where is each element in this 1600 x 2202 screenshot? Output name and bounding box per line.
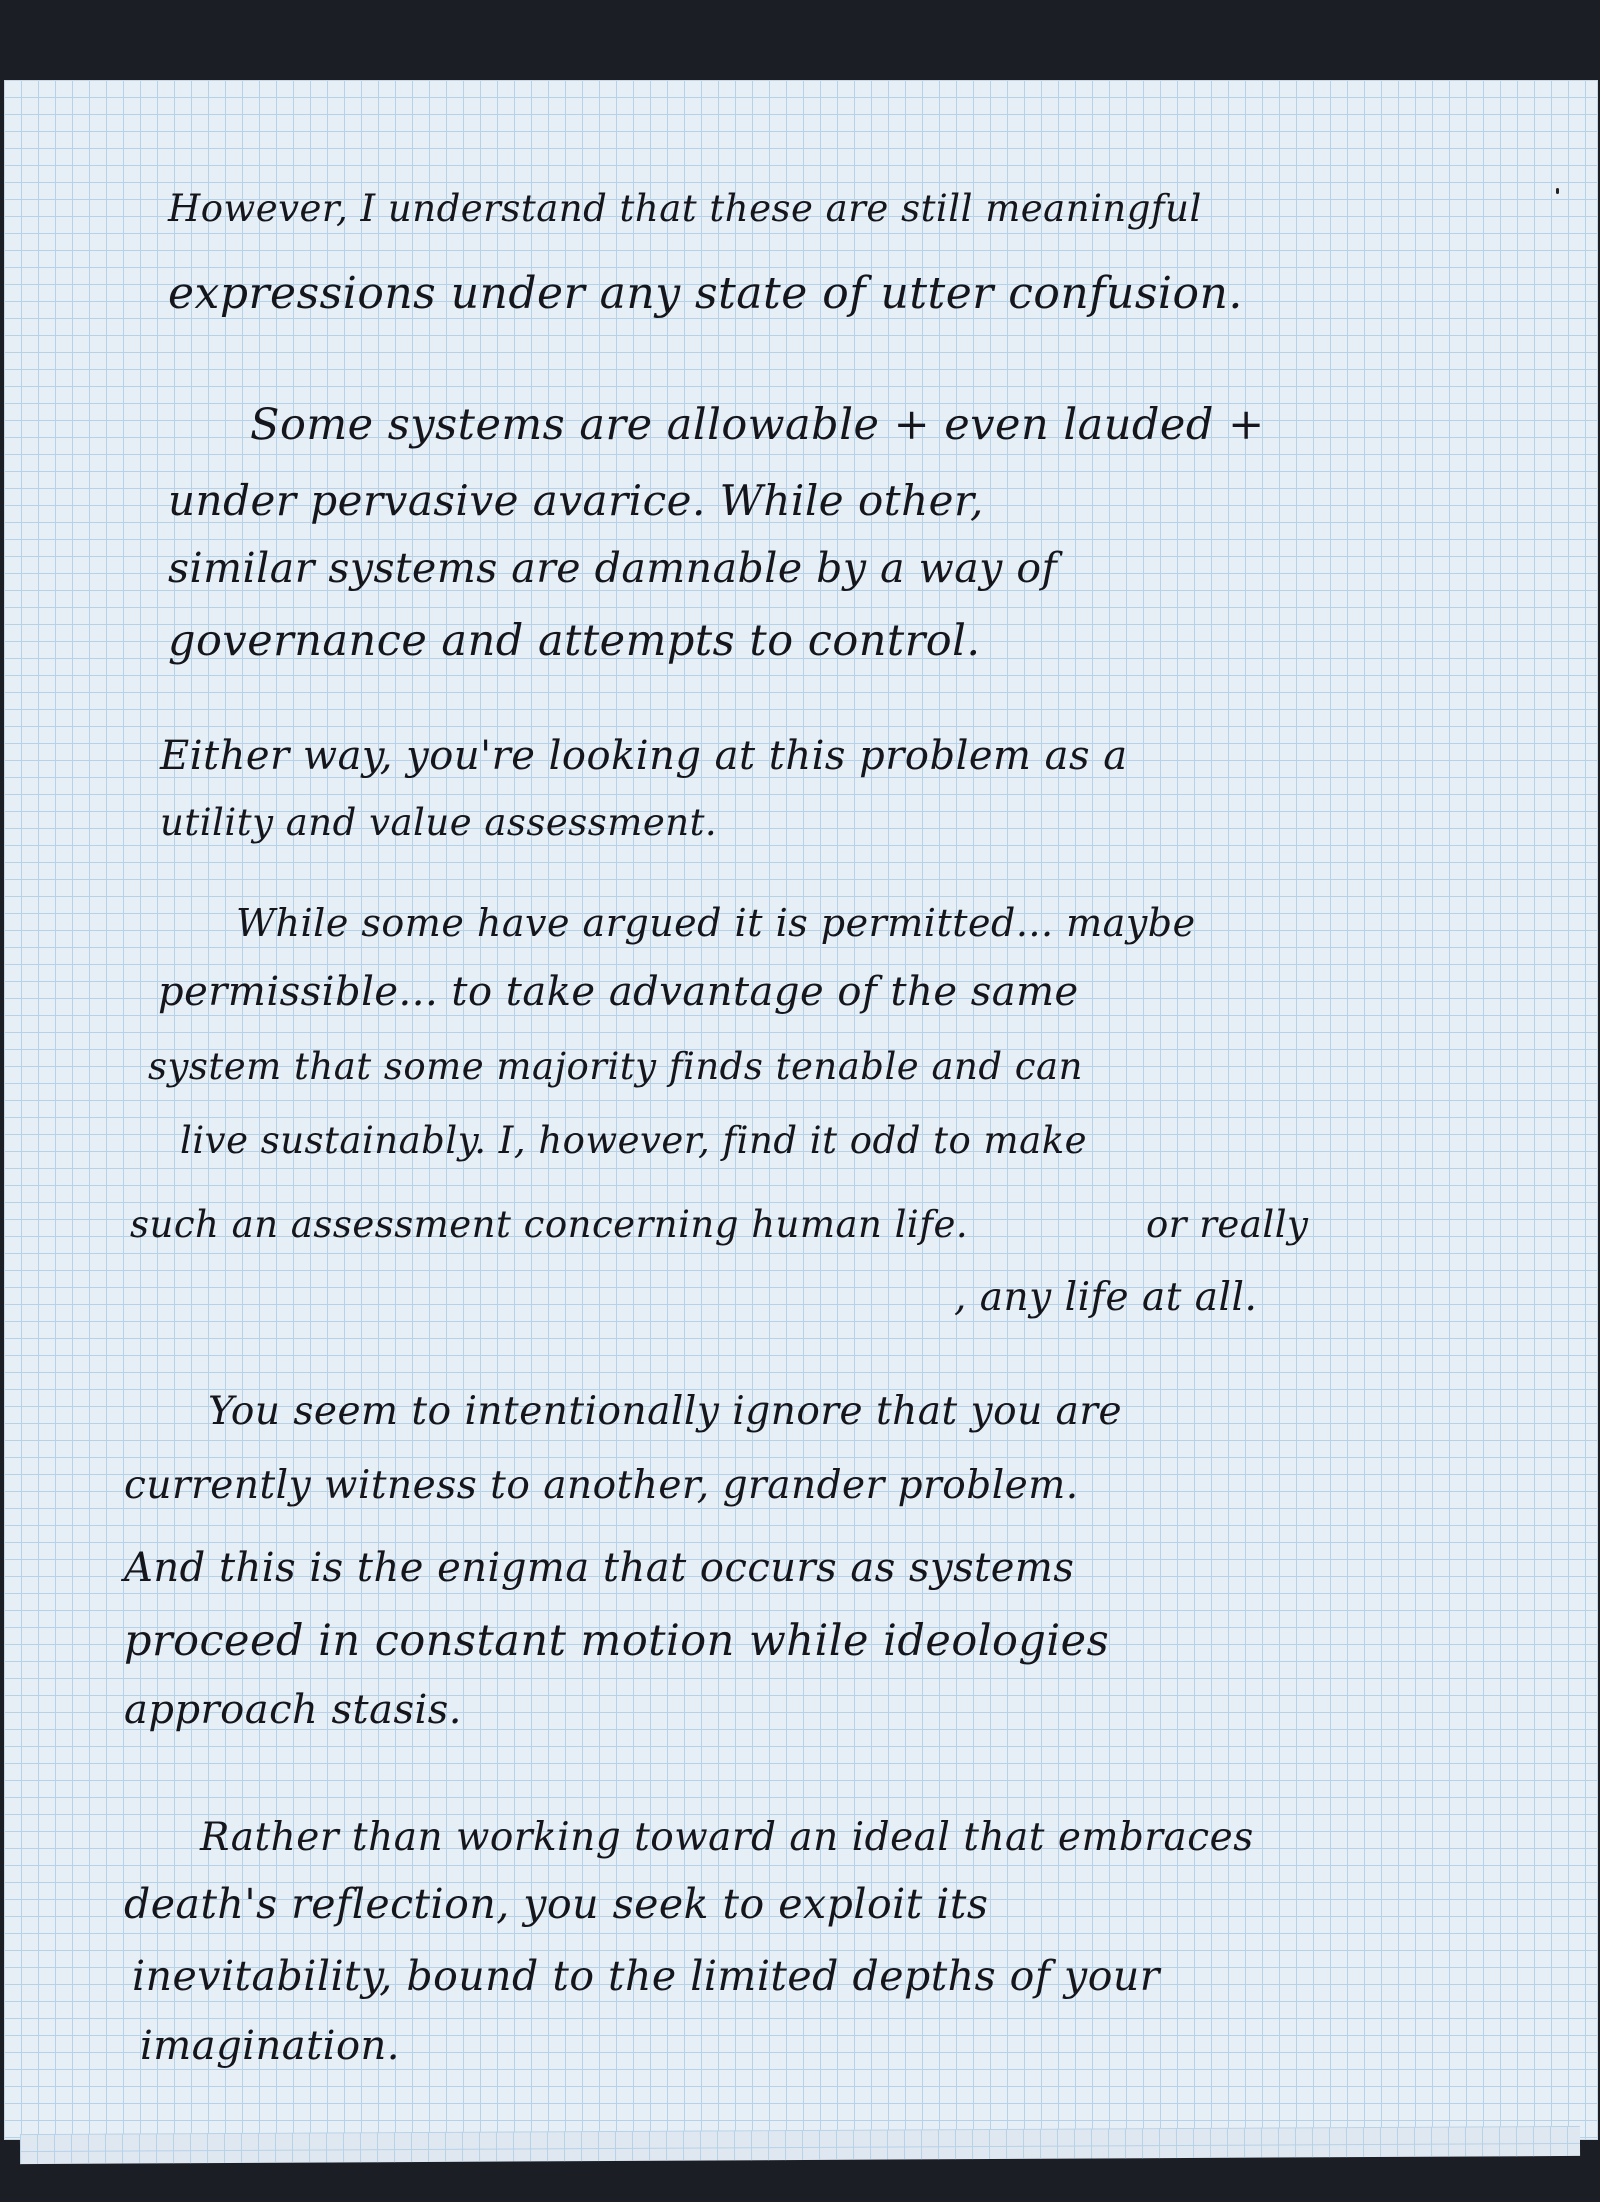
handwritten-line-20: approach stasis.	[124, 1687, 462, 1733]
handwritten-line-10: permissible... to take advantage of the same	[158, 969, 1079, 1015]
handwritten-line-7: Either way, you're looking at this problem as a	[160, 733, 1128, 779]
handwritten-line-4: under pervasive avarice. While other,	[168, 476, 984, 525]
handwritten-line-23: inevitability, bound to the limited depths of your	[132, 1952, 1160, 2000]
handwritten-line-22: death's reflection, you seek to exploit its	[124, 1880, 989, 1928]
handwritten-line-24: imagination.	[140, 2023, 401, 2069]
handwritten-line-18: And this is the enigma that occurs as systems	[124, 1545, 1075, 1591]
handwritten-line-16: You seem to intentionally ignore that you are	[208, 1389, 1123, 1434]
handwritten-line-17: currently witness to another, grander problem.	[124, 1463, 1079, 1508]
handwritten-line-11: system that some majority finds tenable and can	[148, 1045, 1083, 1088]
ink-speck	[1556, 188, 1559, 194]
handwritten-line-3: Some systems are allowable + even lauded +	[250, 400, 1265, 450]
handwritten-line-2: expressions under any state of utter confusion.	[168, 268, 1243, 319]
handwritten-line-6: governance and attempts to control.	[168, 616, 981, 666]
handwritten-line-15: , any life at all.	[954, 1275, 1258, 1320]
handwritten-line-5: similar systems are damnable by a way of	[168, 544, 1058, 592]
handwritten-line-1: However, I understand that these are still meaningful	[168, 187, 1202, 230]
handwritten-line-9: While some have argued it is permitted... maybe	[236, 901, 1196, 945]
handwritten-line-21: Rather than working toward an ideal that embraces	[200, 1815, 1254, 1860]
handwritten-line-8: utility and value assessment.	[160, 801, 718, 844]
handwritten-line-13: such an assessment concerning human life.	[130, 1203, 969, 1246]
handwritten-line-12: live sustainably. I, however, find it odd to make	[180, 1119, 1088, 1162]
handwritten-line-14: or really	[1146, 1203, 1309, 1246]
handwritten-line-19: proceed in constant motion while ideologies	[124, 1616, 1110, 1666]
